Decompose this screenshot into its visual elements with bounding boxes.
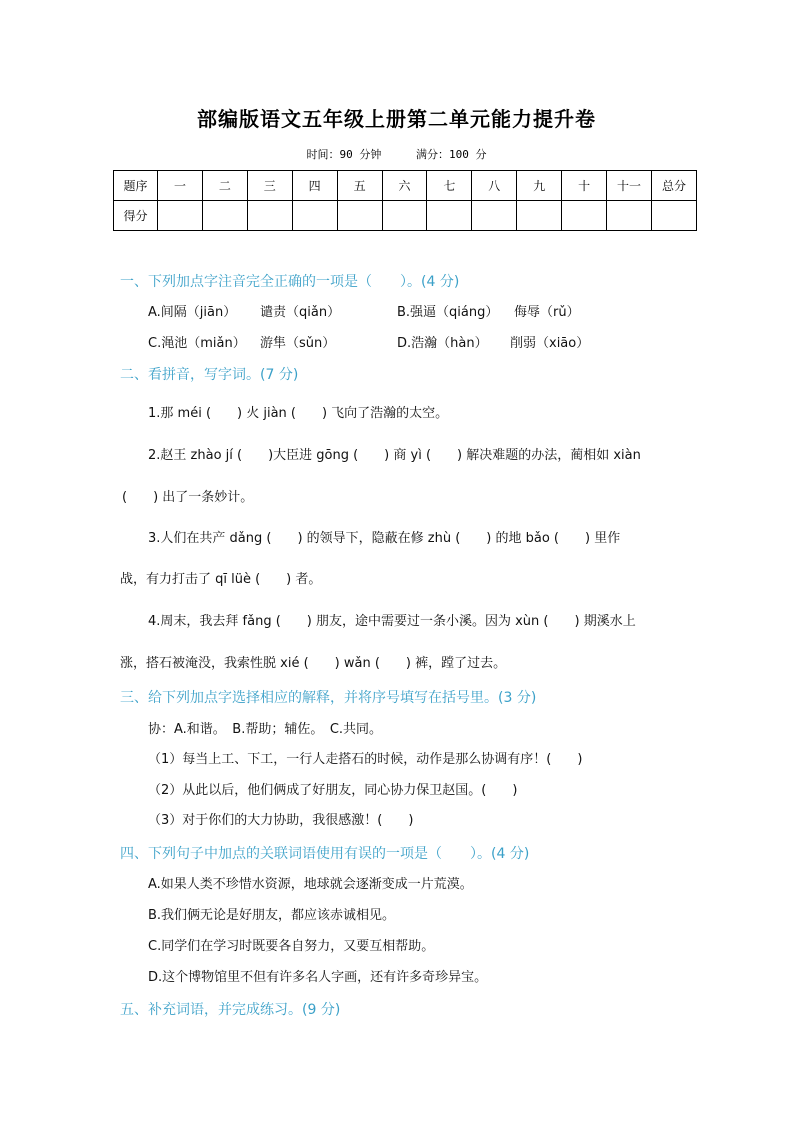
score-cell[interactable] xyxy=(337,201,382,231)
q1-option-a-1: A.间隔（jiān） xyxy=(148,305,237,320)
page-title: 部编版语文五年级上册第二单元能力提升卷 xyxy=(197,107,596,131)
score-table-score-row xyxy=(114,201,697,231)
q1-option-a-2: 谴责（qiǎn） xyxy=(260,305,341,320)
q3-sentence-1: （1）每当上工、下工，一行人走搭石的时候，动作是那么协调有序！( ) xyxy=(148,752,583,767)
q2-line-2b: ( ) 出了一条妙计。 xyxy=(122,490,254,505)
section-1-heading: 一、下列加点字注音完全正确的一项是（ ）。(4 分) xyxy=(120,274,460,290)
score-header-cell: 总分 xyxy=(651,171,696,201)
score-cell[interactable] xyxy=(607,201,652,231)
score-header-cell: 十 xyxy=(562,171,607,201)
q2-line-3b: 战，有力打击了 qī lüè ( ) 者。 xyxy=(120,572,322,587)
q2-line-1: 1.那 méi ( ) 火 jiàn ( ) 飞向了浩瀚的太空。 xyxy=(148,406,449,421)
q1-option-c-1: C.渑池（miǎn） xyxy=(148,336,246,351)
q3-sentence-2: （2）从此以后，他们俩成了好朋友，同心协力保卫赵国。( ) xyxy=(148,783,518,798)
q4-option-a: A.如果人类不珍惜水资源，地球就会逐渐变成一片荒漠。 xyxy=(148,877,473,892)
section-3-heading: 三、给下列加点字选择相应的解释，并将序号填写在括号里。(3 分) xyxy=(120,690,537,706)
score-header-cell: 四 xyxy=(292,171,337,201)
score-header-cell: 十一 xyxy=(607,171,652,201)
score-header-cell: 六 xyxy=(382,171,427,201)
score-cell[interactable] xyxy=(292,201,337,231)
score-cell[interactable] xyxy=(562,201,607,231)
q2-line-3a: 3.人们在共产 dǎng ( ) 的领导下，隐蔽在修 zhù ( ) 的地 bǎo ( ) 里作 xyxy=(148,531,621,546)
score-header-cell: 二 xyxy=(202,171,247,201)
score-table xyxy=(113,170,697,231)
score-cell[interactable] xyxy=(158,201,203,231)
score-header-cell: 三 xyxy=(247,171,292,201)
q1-option-b-2: 侮辱（rǔ） xyxy=(514,305,580,320)
score-cell[interactable] xyxy=(202,201,247,231)
score-header-cell: 题序 xyxy=(114,171,158,201)
section-4-heading: 四、下列句子中加点的关联词语使用有误的一项是（ ）。(4 分) xyxy=(120,846,530,862)
q2-line-4a: 4.周末，我去拜 fǎng ( ) 朋友，途中需要过一条小溪。因为 xùn ( ) 期溪水上 xyxy=(148,614,636,629)
score-cell[interactable] xyxy=(382,201,427,231)
score-header-cell: 一 xyxy=(158,171,203,201)
exam-time: 时间：90 分钟 xyxy=(306,148,382,161)
score-cell[interactable] xyxy=(247,201,292,231)
section-2-heading: 二、看拼音，写字词。(7 分) xyxy=(120,367,299,383)
score-cell[interactable] xyxy=(472,201,517,231)
score-header-cell: 七 xyxy=(427,171,472,201)
q1-option-d-2: 削弱（xiāo） xyxy=(510,336,590,351)
q1-option-b-1: B.强逼（qiáng） xyxy=(397,305,499,320)
exam-meta xyxy=(0,146,793,162)
q3-sentence-3: （3）对于你们的大力协助，我很感激！( ) xyxy=(148,813,414,828)
score-cell[interactable] xyxy=(427,201,472,231)
q4-option-c: C.同学们在学习时既要各自努力，又要互相帮助。 xyxy=(148,939,435,954)
q4-option-d: D.这个博物馆里不但有许多名人字画，还有许多奇珍异宝。 xyxy=(148,970,488,985)
section-5-heading: 五、补充词语，并完成练习。(9 分) xyxy=(120,1002,341,1018)
exam-full-score: 满分：100 分 xyxy=(416,148,487,161)
q2-line-2a: 2.赵王 zhào jí ( )大臣进 gōng ( ) 商 yì ( ) 解决难题的办法，蔺相如 xiàn xyxy=(148,448,641,463)
q2-line-4b: 涨，搭石被淹没，我索性脱 xié ( ) wǎn ( ) 裤，蹚了过去。 xyxy=(120,656,507,671)
score-header-cell: 五 xyxy=(337,171,382,201)
score-header-cell: 八 xyxy=(472,171,517,201)
score-row-label: 得分 xyxy=(114,201,158,231)
score-cell[interactable] xyxy=(651,201,696,231)
q3-definitions: 协：A.和谐。 B.帮助；辅佐。 C.共同。 xyxy=(148,722,383,737)
q1-option-d-1: D.浩瀚（hàn） xyxy=(397,336,488,351)
score-cell[interactable] xyxy=(517,201,562,231)
score-header-cell: 九 xyxy=(517,171,562,201)
q4-option-b: B.我们俩无论是好朋友，都应该赤诚相见。 xyxy=(148,908,396,923)
q1-option-c-2: 游隼（sǔn） xyxy=(260,336,336,351)
score-table-header-row xyxy=(114,171,697,201)
